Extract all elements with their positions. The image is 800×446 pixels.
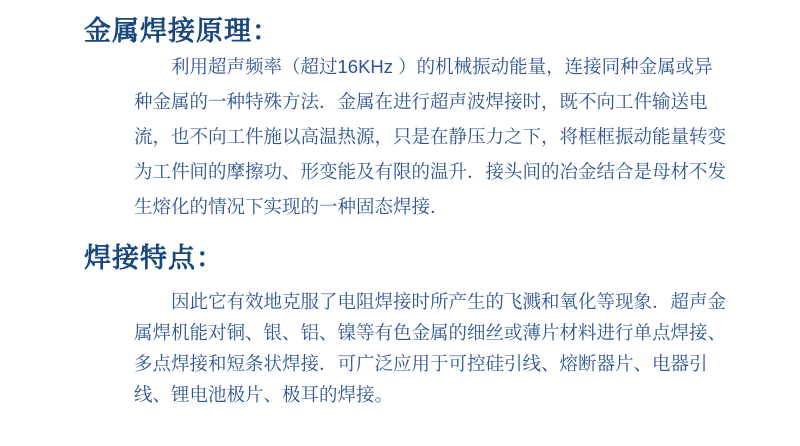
paragraph-line: 生熔化的情况下实现的一种固态焊接． <box>134 196 449 217</box>
paragraph-line: 为工件间的摩擦功、形变能及有限的温升．接头间的冶金结合是母材不发 <box>134 161 727 182</box>
paragraph-line: 多点焊接和短条状焊接．可广泛应用于可控硅引线、熔断器片、电器引 <box>134 353 708 374</box>
features-section-title: 焊接特点： <box>84 243 224 273</box>
paragraph-line: 属焊机能对铜、银、铝、镍等有色金属的细丝或薄片材料进行单点焊接、 <box>134 322 727 343</box>
paragraph-line: 利用超声频率（超过16KHz ）的机械振动能量，连接同种金属或异 <box>171 56 713 77</box>
features-paragraph <box>134 286 734 410</box>
paragraph-line: 流，也不向工件施以高温热源，只是在静压力之下，将框框振动能量转变 <box>134 126 727 147</box>
principle-section-title: 金属焊接原理： <box>84 16 280 46</box>
principle-paragraph <box>134 49 734 224</box>
paragraph-line: 种金属的一种特殊方法．金属在进行超声波焊接时，既不向工件输送电 <box>134 91 708 112</box>
paragraph-line: 线、锂电池极片、极耳的焊接。 <box>134 384 394 405</box>
paragraph-line: 因此它有效地克服了电阻焊接时所产生的飞溅和氧化等现象．超声金 <box>171 291 727 312</box>
